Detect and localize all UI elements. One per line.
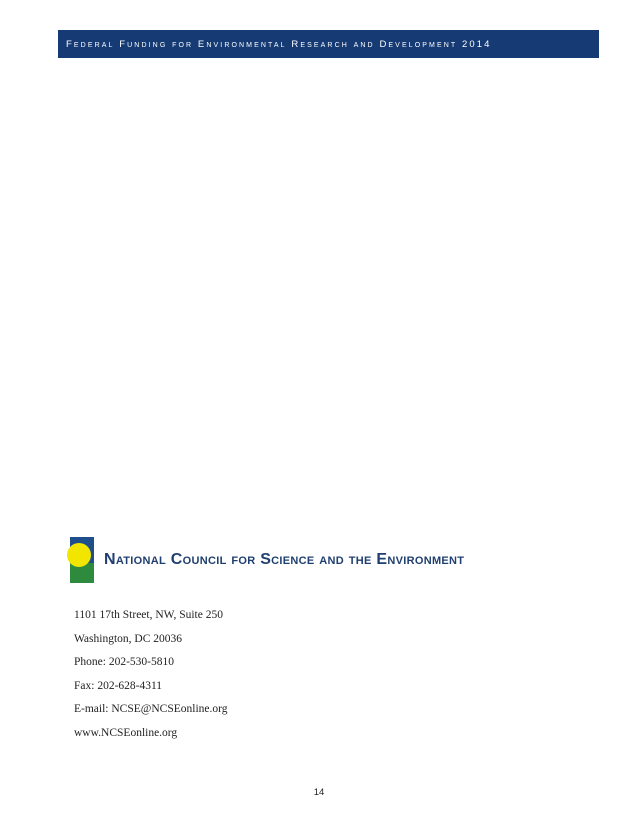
address-phone: Phone: 202-530-5810 [74, 656, 174, 668]
address-city: Washington, DC 20036 [74, 632, 183, 645]
organization-name: National Council for Science and the Environment [104, 551, 465, 568]
address-email[interactable]: E-mail: NCSE@NCSEonline.org [74, 703, 228, 715]
page-number: 14 [313, 787, 325, 798]
address-website[interactable]: www.NCSEonline.org [74, 726, 178, 739]
address-street: 1101 17th Street, NW, Suite 250 [74, 609, 223, 621]
header-title: Federal Funding for Environmental Research and Development 2014 [66, 38, 492, 50]
ncse-sun-logo-icon [66, 537, 94, 583]
header-bar [58, 30, 599, 58]
address-fax: Fax: 202-628-4311 [74, 679, 163, 692]
address-block [74, 608, 228, 749]
